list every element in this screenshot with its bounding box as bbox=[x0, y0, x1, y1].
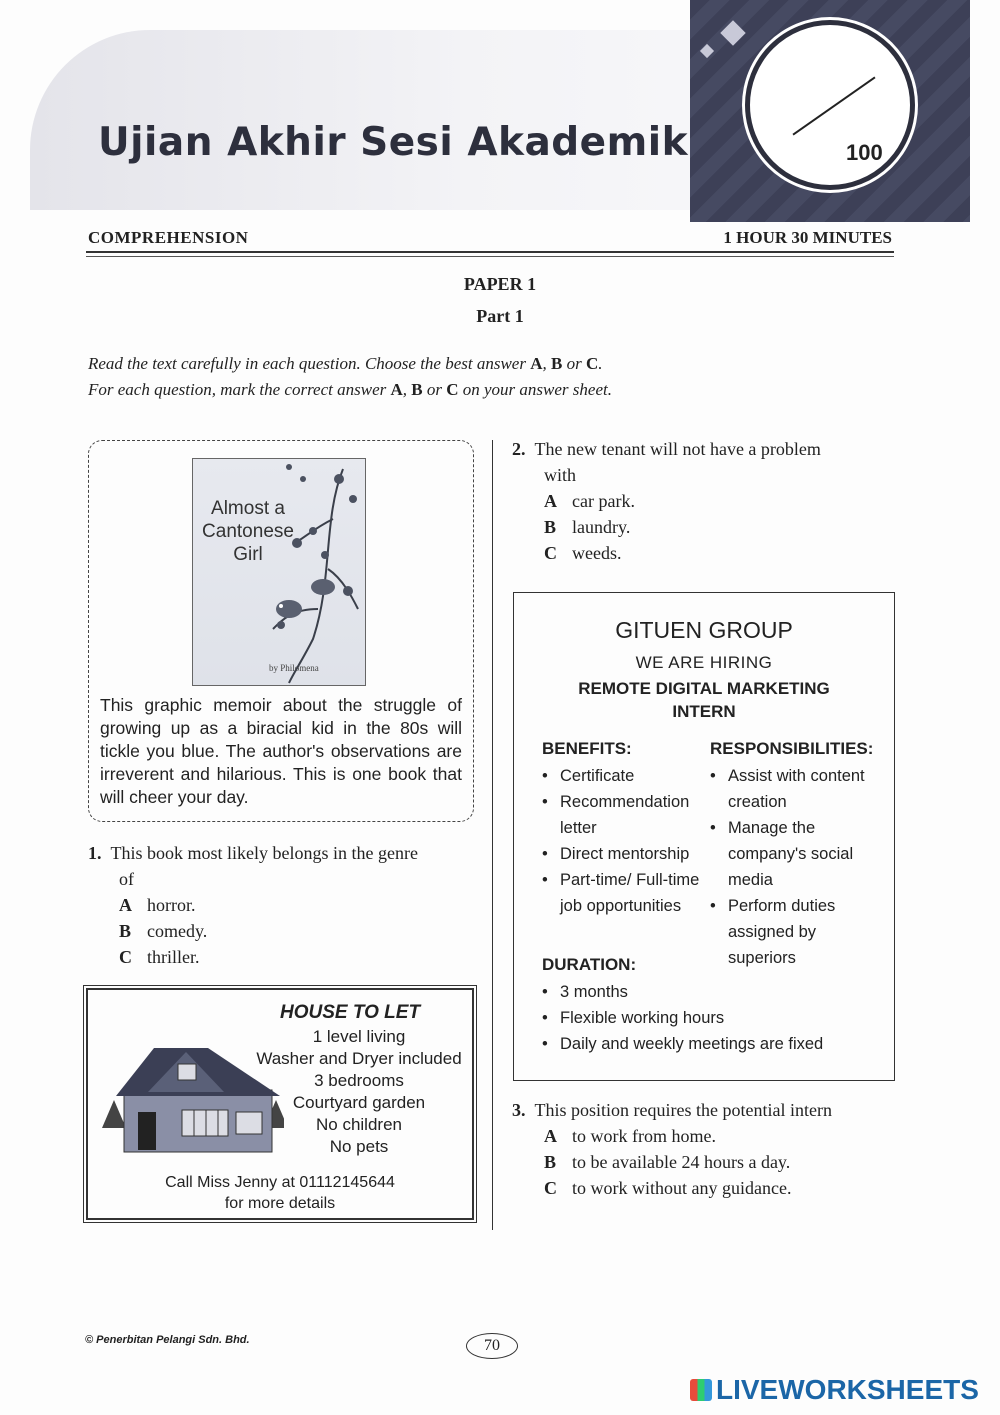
question-stem: This book most likely belongs in the genre bbox=[110, 843, 418, 863]
option-c[interactable]: C thriller. bbox=[119, 947, 200, 967]
book-cover-author: by Philomena bbox=[269, 663, 319, 673]
blossom-branch-icon bbox=[193, 459, 365, 685]
house-contact: Call Miss Jenny at 01112145644 for more details bbox=[165, 1174, 395, 1212]
score-slash bbox=[792, 77, 875, 136]
house-feature: Washer and Dryer included bbox=[256, 1049, 462, 1068]
question-number: 2. bbox=[512, 439, 526, 459]
header-banner bbox=[30, 0, 970, 215]
question-stem: The new tenant will not have a problem bbox=[534, 439, 821, 459]
house-ad-box bbox=[86, 988, 474, 1220]
job-hiring: WE ARE HIRING bbox=[635, 653, 773, 672]
banner-title: Ujian Akhir Sesi Akademik bbox=[98, 120, 689, 165]
part-title: Part 1 bbox=[476, 306, 524, 326]
list-item: • 3 months bbox=[540, 979, 880, 1005]
list-item: • Manage the company's social media bbox=[708, 815, 888, 893]
score-total: 100 bbox=[846, 140, 883, 165]
duration-list bbox=[540, 979, 880, 1057]
header-rule bbox=[86, 256, 894, 257]
book-cover-title: Almost a Cantonese Girl bbox=[202, 498, 294, 565]
option-a[interactable]: A to work from home. bbox=[544, 1126, 716, 1146]
option-b[interactable]: B comedy. bbox=[119, 921, 208, 941]
responsibilities-heading: RESPONSIBILITIES: bbox=[710, 739, 874, 758]
question-stem: of bbox=[119, 869, 134, 889]
option-a[interactable]: A horror. bbox=[119, 895, 196, 915]
list-item: • Flexible working hours bbox=[540, 1005, 880, 1031]
option-c[interactable]: C to work without any guidance. bbox=[544, 1178, 792, 1198]
question-stem: with bbox=[544, 465, 577, 485]
job-ad-box bbox=[513, 592, 895, 1081]
subject-label: COMPREHENSION bbox=[88, 228, 249, 247]
benefits-list bbox=[540, 763, 710, 919]
benefits-heading: BENEFITS: bbox=[542, 739, 632, 758]
score-circle bbox=[745, 20, 915, 190]
option-b[interactable]: B laundry. bbox=[544, 517, 631, 537]
question-1 bbox=[88, 840, 478, 970]
list-item: • Certificate bbox=[540, 763, 710, 789]
list-item: • Daily and weekly meetings are fixed bbox=[540, 1031, 880, 1057]
house-ad-title: HOUSE TO LET bbox=[280, 1002, 421, 1023]
book-cover bbox=[192, 458, 366, 686]
duration-label: 1 HOUR 30 MINUTES bbox=[723, 228, 892, 247]
option-c[interactable]: C weeds. bbox=[544, 543, 622, 563]
paper-title: PAPER 1 bbox=[463, 274, 537, 294]
house-feature: 3 bedrooms bbox=[314, 1071, 404, 1090]
list-item: • Recommendation letter bbox=[540, 789, 710, 841]
publisher-credit: © Penerbitan Pelangi Sdn. Bhd. bbox=[85, 1334, 250, 1346]
house-feature: Courtyard garden bbox=[292, 1093, 426, 1112]
house-features bbox=[246, 1026, 472, 1158]
duration-heading: DURATION: bbox=[542, 955, 637, 974]
list-item: • Direct mentorship bbox=[540, 841, 710, 867]
job-company: GITUEN GROUP bbox=[615, 617, 793, 643]
question-3 bbox=[512, 1097, 892, 1201]
question-number: 3. bbox=[512, 1100, 526, 1120]
list-item: • Assist with content creation bbox=[708, 763, 888, 815]
option-b[interactable]: B to be available 24 hours a day. bbox=[544, 1152, 791, 1172]
question-2 bbox=[512, 436, 892, 566]
responsibilities-list bbox=[708, 763, 888, 971]
page-number: 70 bbox=[466, 1333, 518, 1359]
option-a[interactable]: A car park. bbox=[544, 491, 635, 511]
instruction-line-2: For each question, mark the correct answer A, B or C on your answer sheet. bbox=[88, 380, 612, 399]
question-stem: This position requires the potential intern bbox=[534, 1100, 832, 1120]
header-rule bbox=[86, 251, 894, 253]
brand-icon bbox=[690, 1379, 712, 1401]
book-blurb: This graphic memoir about the struggle of growing up as a biracial kid in the 80s will tickle you blue. The author's observations are irreverent and hilarious. This is one book that will cheer your day. bbox=[100, 695, 462, 807]
column-divider bbox=[492, 440, 493, 1230]
house-feature: 1 level living bbox=[312, 1027, 406, 1046]
house-feature: No pets bbox=[329, 1137, 389, 1156]
list-item: • Part-time/ Full-time job opportunities bbox=[540, 867, 710, 919]
list-item: • Perform duties assigned by superiors bbox=[708, 893, 888, 971]
job-role: REMOTE DIGITAL MARKETING INTERN bbox=[578, 679, 830, 721]
question-number: 1. bbox=[88, 843, 102, 863]
liveworksheets-logo[interactable]: LIVEWORKSHEETS bbox=[690, 1374, 979, 1406]
instruction-line-1: Read the text carefully in each question. Choose the best answer A, B or C. bbox=[88, 354, 603, 373]
house-feature: No children bbox=[316, 1115, 402, 1134]
